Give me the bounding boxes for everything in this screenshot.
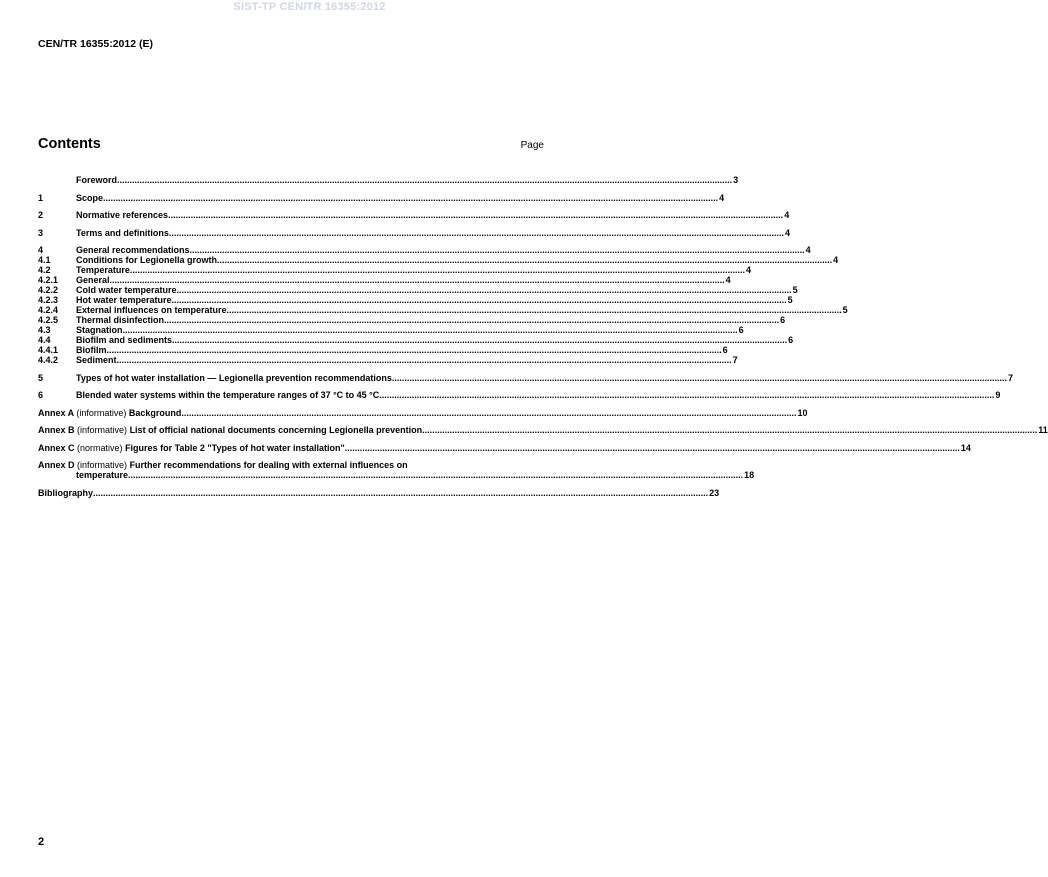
toc-entry[interactable] xyxy=(38,255,839,265)
annex-title: Further recommendations for dealing with external influences on xyxy=(129,460,408,470)
toc-entry-number: 6 xyxy=(38,390,44,400)
toc-entry-number: 4.2.3 xyxy=(38,295,59,305)
toc-entry-title: Thermal disinfection xyxy=(76,315,165,325)
toc-gap xyxy=(38,238,545,246)
toc-gap xyxy=(38,400,545,408)
toc-entry-number: 4.2.2 xyxy=(38,285,59,295)
toc-entry[interactable] xyxy=(38,275,731,285)
toc-annex-entry[interactable] xyxy=(38,425,1048,435)
toc-entry-number: 4.4 xyxy=(38,335,51,345)
toc-entry-page: 4 xyxy=(784,210,790,220)
contents-title: Contents xyxy=(38,136,101,152)
toc-entry-number: 4.2 xyxy=(38,265,51,275)
toc-entry-page: 7 xyxy=(1008,372,1014,383)
toc-entry-page: 6 xyxy=(780,315,786,325)
toc-entry-title: General xyxy=(76,275,110,285)
toc-entry-page: 18 xyxy=(744,470,755,480)
toc-entry[interactable] xyxy=(38,390,1001,400)
dot-leader xyxy=(128,470,743,480)
toc-entry[interactable] xyxy=(38,315,786,325)
annex-label: Annex A xyxy=(38,407,74,418)
toc-entry-number: 2 xyxy=(38,210,44,220)
toc-gap xyxy=(38,453,545,461)
toc-entry-page: 4 xyxy=(833,255,839,265)
dot-leader xyxy=(217,255,832,265)
toc-entry-page: 14 xyxy=(960,442,971,453)
toc-entry-page: 5 xyxy=(842,305,848,315)
toc-entry-page: 5 xyxy=(792,285,798,295)
page-number: 2 xyxy=(38,836,45,848)
toc-entry-number: 4.2.1 xyxy=(38,275,59,285)
annex-title: Figures for Table 2 "Types of hot water installation" xyxy=(125,442,345,453)
toc-entry-page: 4 xyxy=(805,245,811,255)
toc-entry-page: 4 xyxy=(745,265,751,275)
toc-annex-entry[interactable] xyxy=(38,460,755,480)
annex-kind: (informative) xyxy=(76,407,127,418)
toc-entry-number: 4.4.2 xyxy=(38,355,59,365)
annex-title-group xyxy=(38,408,181,418)
annex-title: Background xyxy=(128,407,182,418)
toc-entry[interactable] xyxy=(38,372,1014,383)
toc-entry-page: 7 xyxy=(732,355,738,365)
toc-entry-title: Stagnation xyxy=(76,325,123,335)
toc-entry-title: Blended water systems within the temperature ranges of 37 °C to 45 °C xyxy=(76,390,380,400)
toc-entry-title: General recommendations xyxy=(76,245,190,255)
toc-entry-page: 4 xyxy=(719,192,725,203)
toc-entry-number: 3 xyxy=(38,227,44,238)
toc-entry-title: Biofilm and sediments xyxy=(76,335,173,345)
toc-gap xyxy=(38,383,545,391)
dot-leader xyxy=(177,285,792,295)
toc-entry-number: 4.1 xyxy=(38,255,51,265)
dot-leader xyxy=(168,210,783,220)
toc-entry-number: 4 xyxy=(38,245,44,255)
toc-entry-page: 9 xyxy=(995,390,1001,400)
toc-gap xyxy=(38,365,545,373)
dot-leader xyxy=(190,245,805,255)
toc-gap xyxy=(38,185,545,193)
toc-entry[interactable] xyxy=(38,325,744,335)
annex-kind: (normative) xyxy=(77,442,123,453)
toc-entry-title: Biofilm xyxy=(76,345,107,355)
toc-gap xyxy=(38,418,545,426)
dot-leader xyxy=(93,488,708,498)
annex-kind: (informative) xyxy=(77,425,128,435)
dot-leader xyxy=(103,193,718,203)
annex-label: Annex C xyxy=(38,442,75,453)
dot-leader xyxy=(392,373,1007,383)
toc-entry-title: Hot water temperature xyxy=(76,295,172,305)
page-column-label: Page xyxy=(520,140,544,151)
annex-line-1 xyxy=(38,460,545,470)
dot-leader xyxy=(107,345,722,355)
toc-entry[interactable] xyxy=(38,305,848,315)
toc-entry[interactable] xyxy=(38,227,790,238)
annex-title-group xyxy=(38,460,408,470)
toc-entry-title: Bibliography xyxy=(38,487,94,498)
dot-leader xyxy=(117,355,732,365)
toc-entry[interactable] xyxy=(38,355,738,365)
dot-leader xyxy=(110,275,725,285)
toc-entry-title: External influences on temperature xyxy=(76,305,227,315)
toc-entry[interactable] xyxy=(38,210,790,220)
toc-entry-page: 6 xyxy=(722,345,728,355)
toc-entry-page: 5 xyxy=(787,295,793,305)
toc-entry-title: Normative references xyxy=(76,210,169,220)
toc-entry-title: Temperature xyxy=(76,265,130,275)
annex-line-2 xyxy=(38,470,755,480)
toc-gap xyxy=(38,220,545,228)
dot-leader xyxy=(130,265,745,275)
toc-entry[interactable] xyxy=(38,345,728,355)
toc-entry-title: Terms and definitions xyxy=(76,227,169,238)
toc-entry-page: 23 xyxy=(709,487,720,498)
dot-leader xyxy=(164,315,779,325)
dot-leader xyxy=(181,408,796,418)
toc-entry-title: Sediment xyxy=(76,355,117,365)
toc-entry[interactable] xyxy=(38,285,798,295)
dot-leader xyxy=(123,325,738,335)
annex-title-group xyxy=(38,443,345,453)
toc-gap xyxy=(38,480,545,488)
toc-entry-number: 1 xyxy=(38,192,44,203)
annex-label: Annex B xyxy=(38,425,75,435)
toc-entry[interactable] xyxy=(38,295,793,305)
toc-entry-number: 4.3 xyxy=(38,325,51,335)
toc-entry-page: 6 xyxy=(788,335,794,345)
toc-annex-entry[interactable] xyxy=(38,442,971,453)
toc-gap xyxy=(38,435,545,443)
toc-entry[interactable] xyxy=(38,335,794,345)
watermark: SIST-TP CEN/TR 16355:2012 xyxy=(233,1,386,13)
dot-leader xyxy=(117,175,732,185)
toc-entry-title: Foreword xyxy=(76,175,118,185)
toc-entry-page: 4 xyxy=(725,275,731,285)
dot-leader xyxy=(227,305,842,315)
dot-leader xyxy=(172,335,787,345)
toc-entry[interactable] xyxy=(38,245,811,255)
dot-leader xyxy=(345,443,960,453)
document-id: CEN/TR 16355:2012 (E) xyxy=(38,38,153,50)
toc-entry-number: 5 xyxy=(38,372,44,383)
toc-bibliography-entry[interactable] xyxy=(38,487,720,498)
toc-entry-number: 4.2.4 xyxy=(38,305,59,315)
toc-entry-page: 6 xyxy=(738,325,744,335)
toc-entry[interactable] xyxy=(38,265,751,275)
toc-entry[interactable] xyxy=(38,175,739,185)
toc-annex-entry[interactable] xyxy=(38,407,808,418)
dot-leader xyxy=(169,228,784,238)
table-of-contents xyxy=(38,175,1048,498)
toc-gap xyxy=(38,203,545,211)
toc-entry-page: 11 xyxy=(1038,425,1048,435)
annex-title-group xyxy=(38,425,422,435)
toc-entry-title: Conditions for Legionella growth xyxy=(76,255,217,265)
dot-leader xyxy=(379,390,994,400)
toc-entry-title: Types of hot water installation — Legionella prevention recommendations xyxy=(76,372,392,383)
toc-entry-page: 10 xyxy=(797,407,808,418)
annex-title: List of official national documents concerning Legionella prevention xyxy=(129,425,423,435)
annex-kind: (informative) xyxy=(77,460,128,470)
toc-entry-number: 4.4.1 xyxy=(38,345,59,355)
toc-entry-page: 4 xyxy=(784,227,790,238)
toc-entry-title: Cold water temperature xyxy=(76,285,177,295)
dot-leader xyxy=(422,425,1037,435)
annex-label: Annex D xyxy=(38,460,75,470)
toc-entry[interactable] xyxy=(38,192,725,203)
dot-leader xyxy=(172,295,787,305)
toc-entry-number: 4.2.5 xyxy=(38,315,59,325)
toc-entry-page: 3 xyxy=(733,175,739,185)
toc-entry-title: Scope xyxy=(76,192,104,203)
annex-title-continued: temperature xyxy=(76,470,129,480)
